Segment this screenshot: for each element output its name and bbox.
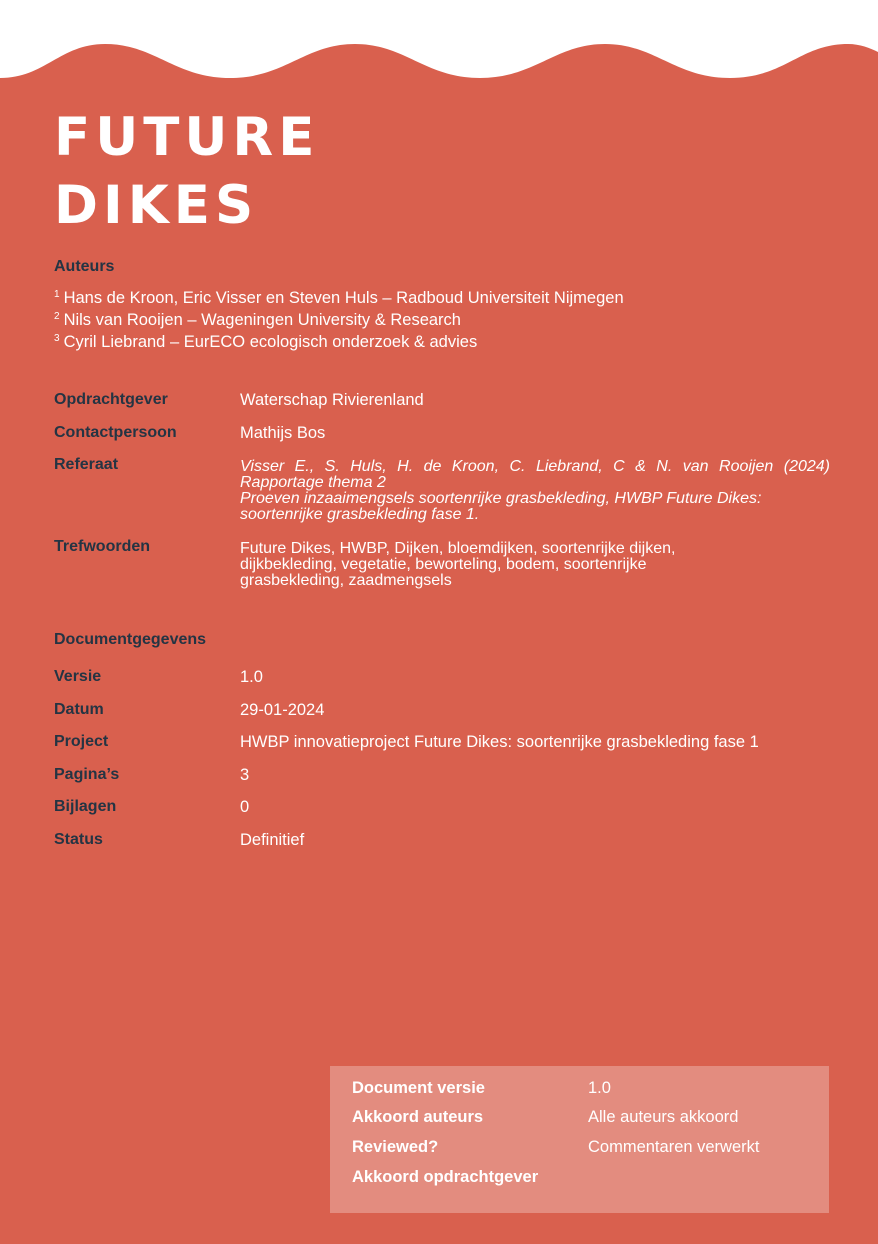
contactpersoon-value: Mathijs Bos xyxy=(240,424,326,442)
akkoord-opdrachtgever-label: Akkoord opdrachtgever xyxy=(352,1168,539,1186)
referaat-line: Visser E., S. Huls, H. de Kroon, C. Liebrand, C & N. van Rooijen (2024) xyxy=(240,458,830,475)
trefwoorden-text xyxy=(240,541,740,589)
reviewed-label: Reviewed? xyxy=(352,1138,439,1156)
trefwoorden-line: grasbekleding, zaadmengsels xyxy=(240,572,452,589)
datum-label: Datum xyxy=(54,701,104,718)
author-text: Nils van Rooijen – Wageningen University & Research xyxy=(63,311,461,329)
title-line-2: DIKES xyxy=(54,175,259,236)
referaat-line: Rapportage thema 2 xyxy=(240,474,386,491)
authors-list xyxy=(54,287,624,353)
document-title xyxy=(54,104,319,240)
author-text: Cyril Liebrand – EurECO ecologisch onderzoek & advies xyxy=(63,333,478,351)
opdrachtgever-label: Opdrachtgever xyxy=(54,391,168,408)
bijlagen-value: 0 xyxy=(240,798,250,816)
akkoord-auteurs-value: Alle auteurs akkoord xyxy=(588,1108,739,1126)
author-item xyxy=(54,331,624,353)
referaat-text xyxy=(240,459,830,523)
akkoord-auteurs-label: Akkoord auteurs xyxy=(352,1108,484,1126)
author-text: Hans de Kroon, Eric Visser en Steven Huls – Radboud Universiteit Nijmegen xyxy=(63,289,624,307)
datum-value: 29-01-2024 xyxy=(240,701,325,719)
paginas-label: Pagina’s xyxy=(54,766,120,783)
versie-value: 1.0 xyxy=(240,668,263,686)
project-label: Project xyxy=(54,733,109,750)
referaat-label: Referaat xyxy=(54,456,119,473)
approval-box xyxy=(330,1066,829,1213)
trefwoorden-line: dijkbekleding, vegetatie, beworteling, bodem, soortenrijke xyxy=(240,556,647,573)
bijlagen-label: Bijlagen xyxy=(54,798,117,815)
document-versie-label: Document versie xyxy=(352,1079,485,1097)
contactpersoon-label: Contactpersoon xyxy=(54,424,177,441)
reviewed-value: Commentaren verwerkt xyxy=(588,1138,760,1156)
author-footnote-number: 1 xyxy=(54,289,60,300)
referaat-line: Proeven inzaaimengsels soortenrijke grasbekleding, HWBP Future Dikes: xyxy=(240,490,762,507)
versie-label: Versie xyxy=(54,668,102,685)
project-value: HWBP innovatieproject Future Dikes: soortenrijke grasbekleding fase 1 xyxy=(240,733,759,751)
paginas-value: 3 xyxy=(240,766,250,784)
status-label: Status xyxy=(54,831,103,848)
author-footnote-number: 3 xyxy=(54,333,60,344)
trefwoorden-line: Future Dikes, HWBP, Dijken, bloemdijken, soortenrijke dijken, xyxy=(240,540,676,557)
author-footnote-number: 2 xyxy=(54,311,60,322)
trefwoorden-label: Trefwoorden xyxy=(54,538,151,555)
author-item xyxy=(54,287,624,309)
title-line-1: FUTURE xyxy=(54,107,320,168)
documentgegevens-heading: Documentgegevens xyxy=(54,631,207,648)
document-versie-value: 1.0 xyxy=(588,1079,611,1097)
opdrachtgever-value: Waterschap Rivierenland xyxy=(240,391,424,409)
author-item xyxy=(54,309,624,331)
authors-heading: Auteurs xyxy=(54,258,115,275)
status-value: Definitief xyxy=(240,831,305,849)
referaat-line: soortenrijke grasbekleding fase 1. xyxy=(240,506,480,523)
